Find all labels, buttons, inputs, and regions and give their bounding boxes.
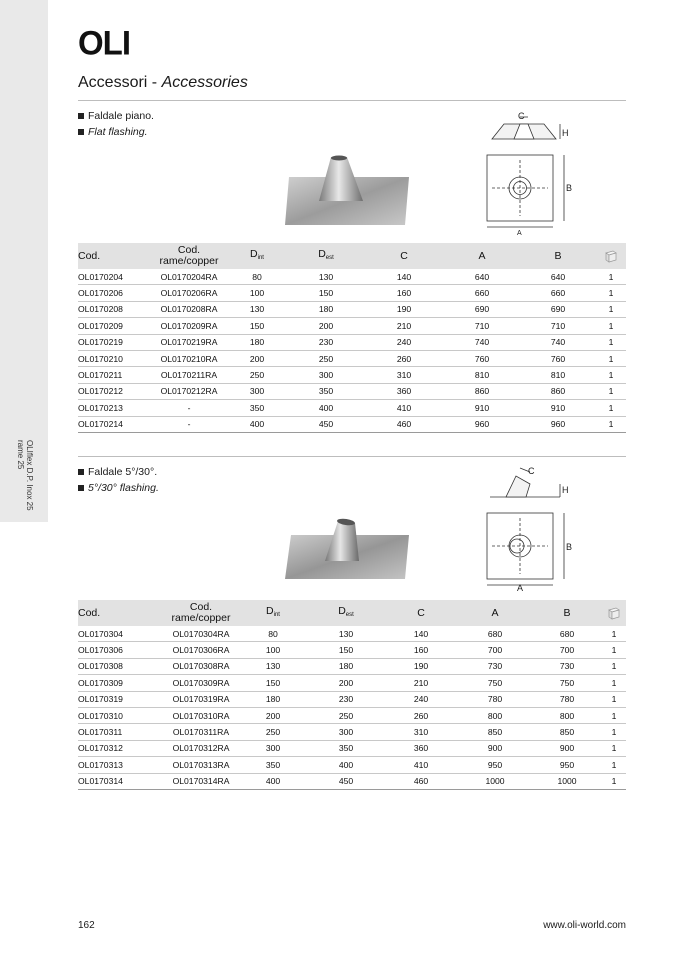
cell-b: 910 xyxy=(520,400,596,416)
diagram-label-c: C xyxy=(528,466,535,476)
col-dest: $D_{est}$ xyxy=(318,247,334,261)
cell-a: 710 xyxy=(444,318,520,334)
cell-cod: OL0170210 xyxy=(78,350,152,366)
cell-dint: 80 xyxy=(226,269,288,285)
cell-b: 660 xyxy=(520,285,596,301)
cell-cod: OL0170304 xyxy=(78,626,164,642)
cell-a: 910 xyxy=(444,400,520,416)
cell-quantity: 1 xyxy=(602,773,626,789)
bullet-icon xyxy=(78,129,84,135)
cell-cod-rame: - xyxy=(152,416,226,432)
cell-dint: 150 xyxy=(238,675,308,691)
cell-b: 760 xyxy=(520,350,596,366)
cell-dint: 130 xyxy=(226,301,288,317)
cell-c: 210 xyxy=(364,318,444,334)
table-row xyxy=(78,269,626,285)
cell-c: 410 xyxy=(364,400,444,416)
cell-cod: OL0170314 xyxy=(78,773,164,789)
cell-dest: 230 xyxy=(288,334,364,350)
sidebar-line-1: OLIflex D.P. Inox 25 xyxy=(25,440,34,511)
cell-b: 700 xyxy=(532,642,602,658)
cell-dest: 150 xyxy=(308,642,384,658)
cell-cod: OL0170319 xyxy=(78,691,164,707)
cell-dint: 130 xyxy=(238,658,308,674)
cell-cod-rame: OL0170211RA xyxy=(152,367,226,383)
cell-cod-rame: OL0170313RA xyxy=(164,757,238,773)
cell-dest: 250 xyxy=(308,707,384,723)
cell-dint: 150 xyxy=(226,318,288,334)
cell-dint: 80 xyxy=(238,626,308,642)
cell-dint: 180 xyxy=(238,691,308,707)
cell-a: 660 xyxy=(444,285,520,301)
sidebar-product-line xyxy=(16,440,34,511)
table-row xyxy=(78,691,626,707)
cell-cod: OL0170213 xyxy=(78,400,152,416)
cell-b: 850 xyxy=(532,724,602,740)
table-row xyxy=(78,285,626,301)
table-row xyxy=(78,350,626,366)
cell-cod-rame: OL0170304RA xyxy=(164,626,238,642)
cell-cod: OL0170309 xyxy=(78,675,164,691)
cell-dest: 130 xyxy=(288,269,364,285)
cell-b: 960 xyxy=(520,416,596,432)
pitched-flashing-diagram xyxy=(484,462,576,592)
cell-cod: OL0170214 xyxy=(78,416,152,432)
table-row xyxy=(78,318,626,334)
cell-dint: 300 xyxy=(238,740,308,756)
cell-c: 160 xyxy=(384,642,458,658)
cell-dest: 200 xyxy=(288,318,364,334)
cell-c: 310 xyxy=(384,724,458,740)
cell-a: 640 xyxy=(444,269,520,285)
cell-cod: OL0170212 xyxy=(78,383,152,399)
cell-quantity: 1 xyxy=(596,400,626,416)
cell-c: 240 xyxy=(364,334,444,350)
cell-c: 240 xyxy=(384,691,458,707)
bullet-icon xyxy=(78,469,84,475)
cell-c: 360 xyxy=(384,740,458,756)
table-header-row xyxy=(78,600,626,626)
cell-dest: 350 xyxy=(308,740,384,756)
desc-italian: Faldale piano. xyxy=(88,110,154,122)
col-b: B xyxy=(554,249,562,262)
cell-cod: OL0170306 xyxy=(78,642,164,658)
cell-quantity: 1 xyxy=(596,301,626,317)
title-divider xyxy=(78,100,626,101)
cell-dint: 250 xyxy=(226,367,288,383)
cell-cod-rame: OL0170212RA xyxy=(152,383,226,399)
cell-c: 210 xyxy=(384,675,458,691)
section2-spec-table xyxy=(78,600,626,790)
cell-cod-rame: OL0170210RA xyxy=(152,350,226,366)
cell-cod-rame: OL0170209RA xyxy=(152,318,226,334)
cell-c: 460 xyxy=(384,773,458,789)
col-dint: $D_{int}$ xyxy=(266,604,280,618)
brand-logo: OLI xyxy=(78,23,130,62)
pitched-flashing-photo xyxy=(283,517,413,581)
cell-cod-rame: OL0170204RA xyxy=(152,269,226,285)
col-c: C xyxy=(400,249,408,262)
cell-dest: 130 xyxy=(308,626,384,642)
cell-c: 160 xyxy=(364,285,444,301)
title-english: Accessories xyxy=(161,74,248,91)
section1-description xyxy=(78,108,154,140)
diagram-label-h: H xyxy=(562,485,569,495)
cell-b: 740 xyxy=(520,334,596,350)
cell-c: 190 xyxy=(364,301,444,317)
cell-b: 1000 xyxy=(532,773,602,789)
cell-b: 860 xyxy=(520,383,596,399)
cell-cod-rame: OL0170314RA xyxy=(164,773,238,789)
cell-a: 960 xyxy=(444,416,520,432)
cell-cod-rame: OL0170219RA xyxy=(152,334,226,350)
cell-quantity: 1 xyxy=(596,285,626,301)
col-cod: Cod. xyxy=(78,249,101,262)
cell-quantity: 1 xyxy=(602,691,626,707)
title-italian: Accessori - xyxy=(78,74,162,91)
cell-b: 750 xyxy=(532,675,602,691)
cell-b: 730 xyxy=(532,658,602,674)
cell-cod: OL0170311 xyxy=(78,724,164,740)
diagram-label-a: A xyxy=(517,230,522,237)
col-cod-rame: Cod. rame/copper xyxy=(171,601,231,624)
cell-c: 260 xyxy=(384,707,458,723)
cell-c: 140 xyxy=(384,626,458,642)
cell-b: 950 xyxy=(532,757,602,773)
cell-dint: 250 xyxy=(238,724,308,740)
cell-a: 680 xyxy=(458,626,532,642)
cell-dest: 350 xyxy=(288,383,364,399)
cell-b: 780 xyxy=(532,691,602,707)
col-cod: Cod. xyxy=(78,606,101,619)
cell-cod-rame: OL0170308RA xyxy=(164,658,238,674)
cell-dest: 400 xyxy=(288,400,364,416)
cell-quantity: 1 xyxy=(602,675,626,691)
cell-a: 690 xyxy=(444,301,520,317)
cell-cod: OL0170219 xyxy=(78,334,152,350)
cell-dest: 400 xyxy=(308,757,384,773)
cell-dest: 300 xyxy=(308,724,384,740)
col-quantity xyxy=(596,243,626,269)
table-row xyxy=(78,383,626,399)
cell-b: 810 xyxy=(520,367,596,383)
cell-a: 810 xyxy=(444,367,520,383)
cell-a: 730 xyxy=(458,658,532,674)
cell-b: 800 xyxy=(532,707,602,723)
flat-flashing-diagram xyxy=(484,108,576,238)
col-dest: $D_{est}$ xyxy=(338,604,354,618)
flat-flashing-photo xyxy=(283,155,413,227)
cell-dint: 400 xyxy=(226,416,288,432)
table-row xyxy=(78,707,626,723)
bullet-icon xyxy=(78,485,84,491)
cell-a: 1000 xyxy=(458,773,532,789)
cell-cod-rame: OL0170306RA xyxy=(164,642,238,658)
table-header-row xyxy=(78,243,626,269)
cell-dint: 200 xyxy=(238,707,308,723)
table-row xyxy=(78,740,626,756)
col-dint: $D_{int}$ xyxy=(250,247,264,261)
cell-cod: OL0170209 xyxy=(78,318,152,334)
cell-quantity: 1 xyxy=(596,367,626,383)
diagram-label-a: A xyxy=(517,583,524,592)
cell-cod-rame: OL0170319RA xyxy=(164,691,238,707)
desc-italian: Faldale 5°/30°. xyxy=(88,466,158,478)
cell-cod-rame: OL0170311RA xyxy=(164,724,238,740)
cell-b: 680 xyxy=(532,626,602,642)
cell-cod: OL0170310 xyxy=(78,707,164,723)
cell-cod: OL0170204 xyxy=(78,269,152,285)
cell-cod-rame: OL0170310RA xyxy=(164,707,238,723)
table-row xyxy=(78,334,626,350)
cell-cod-rame: OL0170312RA xyxy=(164,740,238,756)
table-row xyxy=(78,400,626,416)
table-row xyxy=(78,757,626,773)
cell-dint: 100 xyxy=(238,642,308,658)
table-row xyxy=(78,773,626,789)
table-row xyxy=(78,658,626,674)
cell-cod-rame: OL0170206RA xyxy=(152,285,226,301)
cell-cod: OL0170208 xyxy=(78,301,152,317)
cell-dest: 180 xyxy=(308,658,384,674)
cell-a: 740 xyxy=(444,334,520,350)
diagram-label-h: H xyxy=(562,128,569,138)
cell-cod-rame: OL0170309RA xyxy=(164,675,238,691)
cell-dint: 350 xyxy=(226,400,288,416)
cell-a: 850 xyxy=(458,724,532,740)
cell-quantity: 1 xyxy=(602,707,626,723)
cell-quantity: 1 xyxy=(602,724,626,740)
col-cod-rame: Cod. rame/copper xyxy=(159,244,219,267)
cell-a: 760 xyxy=(444,350,520,366)
sidebar-line-2: rame 25 xyxy=(16,440,25,470)
col-a: A xyxy=(491,606,499,619)
cell-quantity: 1 xyxy=(602,757,626,773)
table-row xyxy=(78,301,626,317)
cell-b: 690 xyxy=(520,301,596,317)
col-c: C xyxy=(417,606,425,619)
cell-c: 360 xyxy=(364,383,444,399)
table-row xyxy=(78,675,626,691)
cell-quantity: 1 xyxy=(596,269,626,285)
table-row xyxy=(78,642,626,658)
desc-english: 5°/30° flashing. xyxy=(88,482,159,494)
cell-quantity: 1 xyxy=(602,658,626,674)
cell-dest: 250 xyxy=(288,350,364,366)
cell-quantity: 1 xyxy=(596,334,626,350)
cell-dint: 180 xyxy=(226,334,288,350)
cell-dest: 450 xyxy=(308,773,384,789)
diagram-label-b: B xyxy=(566,183,573,193)
page-title xyxy=(78,74,248,92)
section-divider xyxy=(78,456,626,457)
cell-dint: 350 xyxy=(238,757,308,773)
diagram-label-b: B xyxy=(566,542,573,552)
cell-quantity: 1 xyxy=(602,740,626,756)
cell-dint: 100 xyxy=(226,285,288,301)
diagram-label-c: C xyxy=(518,111,525,121)
cell-dint: 400 xyxy=(238,773,308,789)
cell-dint: 200 xyxy=(226,350,288,366)
cell-dest: 180 xyxy=(288,301,364,317)
cell-cod: OL0170211 xyxy=(78,367,152,383)
cell-a: 950 xyxy=(458,757,532,773)
box-icon xyxy=(607,606,621,620)
cell-c: 410 xyxy=(384,757,458,773)
cell-quantity: 1 xyxy=(602,626,626,642)
cell-cod: OL0170312 xyxy=(78,740,164,756)
cell-dint: 300 xyxy=(226,383,288,399)
section2-description xyxy=(78,464,159,496)
col-b: B xyxy=(563,606,571,619)
cell-dest: 200 xyxy=(308,675,384,691)
table-row xyxy=(78,367,626,383)
cell-a: 750 xyxy=(458,675,532,691)
cell-a: 780 xyxy=(458,691,532,707)
cell-quantity: 1 xyxy=(596,416,626,432)
cell-quantity: 1 xyxy=(596,318,626,334)
cell-c: 460 xyxy=(364,416,444,432)
cone-top xyxy=(331,156,347,161)
cell-b: 640 xyxy=(520,269,596,285)
cell-a: 800 xyxy=(458,707,532,723)
cell-quantity: 1 xyxy=(596,350,626,366)
cell-a: 860 xyxy=(444,383,520,399)
cell-c: 190 xyxy=(384,658,458,674)
table-row xyxy=(78,416,626,432)
box-icon xyxy=(604,249,618,263)
cell-dest: 300 xyxy=(288,367,364,383)
cell-c: 140 xyxy=(364,269,444,285)
cell-cod: OL0170313 xyxy=(78,757,164,773)
desc-english: Flat flashing. xyxy=(88,126,148,138)
cell-dest: 230 xyxy=(308,691,384,707)
cell-b: 710 xyxy=(520,318,596,334)
cell-cod: OL0170206 xyxy=(78,285,152,301)
cell-b: 900 xyxy=(532,740,602,756)
website-url[interactable]: www.oli-world.com xyxy=(543,920,626,931)
bullet-icon xyxy=(78,113,84,119)
cell-cod: OL0170308 xyxy=(78,658,164,674)
cell-a: 900 xyxy=(458,740,532,756)
col-a: A xyxy=(478,249,486,262)
col-quantity xyxy=(602,600,626,626)
cell-dest: 150 xyxy=(288,285,364,301)
cell-c: 260 xyxy=(364,350,444,366)
cell-cod-rame: - xyxy=(152,400,226,416)
cell-quantity: 1 xyxy=(602,642,626,658)
table-row xyxy=(78,626,626,642)
cell-dest: 450 xyxy=(288,416,364,432)
page-number: 162 xyxy=(78,920,95,931)
section1-spec-table xyxy=(78,243,626,433)
table-row xyxy=(78,724,626,740)
cell-c: 310 xyxy=(364,367,444,383)
cell-cod-rame: OL0170208RA xyxy=(152,301,226,317)
cell-a: 700 xyxy=(458,642,532,658)
cell-quantity: 1 xyxy=(596,383,626,399)
